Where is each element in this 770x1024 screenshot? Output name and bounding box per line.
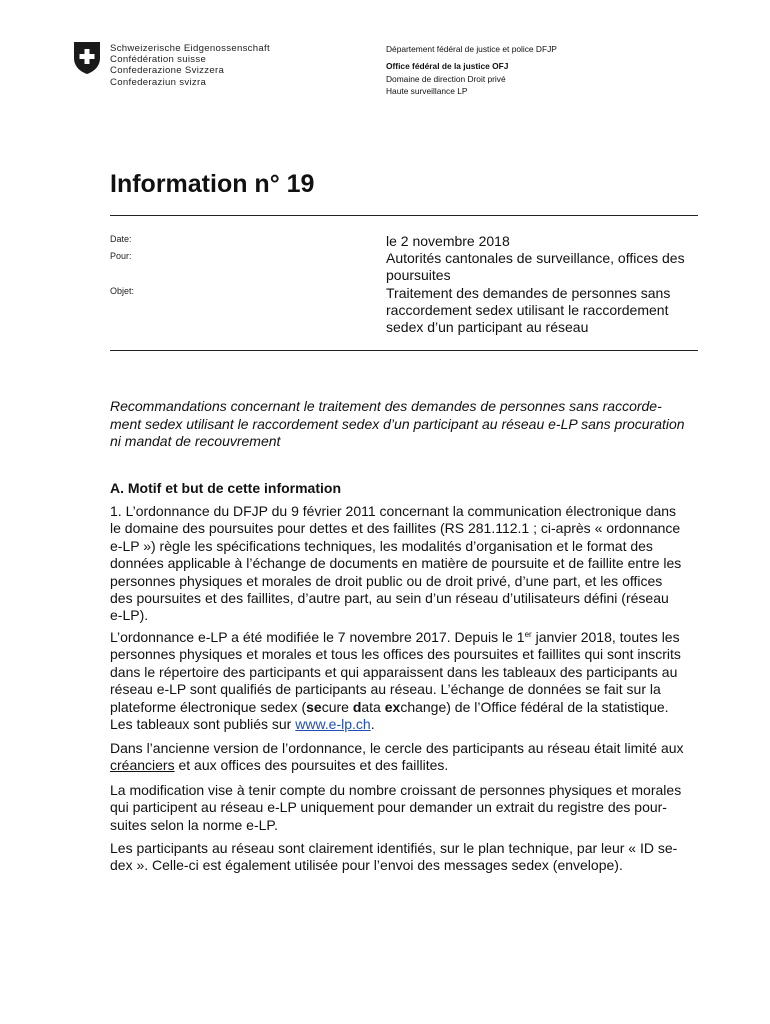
subject-value bbox=[386, 285, 706, 337]
unit-name: Haute surveillance LP bbox=[386, 86, 468, 97]
paragraph-line: réseau e-LP sont qualifiés de participants au réseau. L’échange de données se fait sur la bbox=[110, 681, 661, 698]
date-label: Date: bbox=[110, 234, 132, 244]
intro-line: ni mandat de recouvrement bbox=[110, 433, 281, 450]
elp-website-link[interactable]: www.e-lp.ch bbox=[295, 716, 371, 733]
paragraph-line: Les participants au réseau sont clairement identifiés, sur le plan technique, par leur « ID se- bbox=[110, 840, 678, 856]
document-title: Information n° 19 bbox=[110, 170, 315, 198]
confederation-name-de: Schweizerische Eidgenossenschaft bbox=[110, 43, 270, 54]
paragraph-line: dans le répertoire des participants et qui apparaissent dans les tableaux des participants au bbox=[110, 663, 678, 680]
intro-line: ment sedex utilisant le raccordement sedex d’un participant au réseau e-LP sans procuration bbox=[110, 415, 685, 432]
paragraph-line: Les tableaux sont publiés sur www.e-lp.ch. bbox=[110, 716, 375, 733]
subject-line: raccordement sedex utilisant le raccordement bbox=[386, 302, 669, 319]
confederation-name-fr: Confédération suisse bbox=[110, 54, 207, 66]
paragraph-line: le domaine des poursuites pour dettes et des faillites (RS 281.112.1 ; ci-après « ordonnance bbox=[110, 520, 681, 537]
paragraph-3 bbox=[110, 740, 710, 775]
subject-line: sedex d’un participant au réseau bbox=[386, 319, 589, 336]
intro-line: Recommandations concernant le traitement des demandes de personnes sans raccorde- bbox=[110, 398, 662, 414]
department-name: Département fédéral de justice et police DFJP bbox=[386, 44, 557, 54]
paragraph-line: personnes physiques et morales et tous les offices des poursuites et faillites qui sont inscrits bbox=[110, 646, 681, 663]
paragraph-line: L’ordonnance e-LP a été modifiée le 7 novembre 2017. Depuis le 1er janvier 2018, toutes les bbox=[110, 629, 680, 645]
recipient-label: Pour: bbox=[110, 251, 132, 261]
underlined-creanciers: créanciers bbox=[110, 757, 175, 774]
paragraph-line: La modification vise à tenir compte du nombre croissant de personnes physiques et morales bbox=[110, 782, 682, 798]
paragraph-line: dex ». Celle-ci est également utilisée pour l’envoi des messages sedex (envelope). bbox=[110, 857, 623, 874]
meta-divider bbox=[110, 350, 698, 351]
paragraph-line: e-LP ») règle les spécifications techniques, les modalités d’organisation et le format des bbox=[110, 537, 653, 554]
paragraph-2 bbox=[110, 629, 710, 733]
paragraph-line: 1. L’ordonnance du DFJP du 9 février 2011 concernant la communication électronique dans bbox=[110, 503, 677, 519]
office-name: Office fédéral de la justice OFJ bbox=[386, 61, 509, 72]
division-name: Domaine de direction Droit privé bbox=[386, 73, 506, 84]
recipient-value bbox=[386, 250, 706, 284]
recipient-line: poursuites bbox=[386, 267, 451, 284]
superscript-er: er bbox=[524, 630, 532, 639]
subject-label: Objet: bbox=[110, 286, 135, 296]
paragraph-line: données applicable à l’échange de documents en matière de poursuite et de faillite entre les bbox=[110, 555, 682, 572]
paragraph-line: personnes physiques et morales de droit public ou de droit privé, d’une part, et les offices bbox=[110, 572, 663, 589]
date-value: le 2 novembre 2018 bbox=[386, 233, 510, 249]
paragraph-line: suites selon la norme e-LP. bbox=[110, 816, 278, 833]
paragraph-line: créanciers et aux offices des poursuites et des faillites. bbox=[110, 757, 449, 774]
title-divider bbox=[110, 215, 698, 216]
swiss-coat-of-arms-icon bbox=[72, 41, 102, 75]
department-block bbox=[386, 43, 557, 98]
paragraph-4 bbox=[110, 782, 710, 834]
intro-summary bbox=[110, 398, 710, 451]
confederation-name-it: Confederazione Svizzera bbox=[110, 65, 225, 77]
paragraph-line: plateforme électronique sedex (secure data exchange) de l’Office fédéral de la statistique. bbox=[110, 698, 669, 715]
paragraph-5 bbox=[110, 840, 710, 875]
subject-line: Traitement des demandes de personnes sans bbox=[386, 285, 671, 301]
paragraph-line: qui participent au réseau e-LP uniquement pour demander un extrait du registre des pour- bbox=[110, 799, 667, 816]
section-a-heading: A. Motif et but de cette information bbox=[110, 480, 341, 496]
paragraph-line: Dans l’ancienne version de l’ordonnance, le cercle des participants au réseau était limité aux bbox=[110, 740, 684, 756]
confederation-names bbox=[110, 43, 270, 88]
paragraph-line: des poursuites et des faillites, d’autre part, au sein d’un réseau d’utilisateurs défini (réseau bbox=[110, 590, 669, 607]
recipient-line: Autorités cantonales de surveillance, offices des bbox=[386, 250, 685, 266]
paragraph-1 bbox=[110, 503, 710, 625]
confederation-name-rm: Confederaziun svizra bbox=[110, 76, 207, 88]
paragraph-line: e-LP). bbox=[110, 607, 149, 624]
